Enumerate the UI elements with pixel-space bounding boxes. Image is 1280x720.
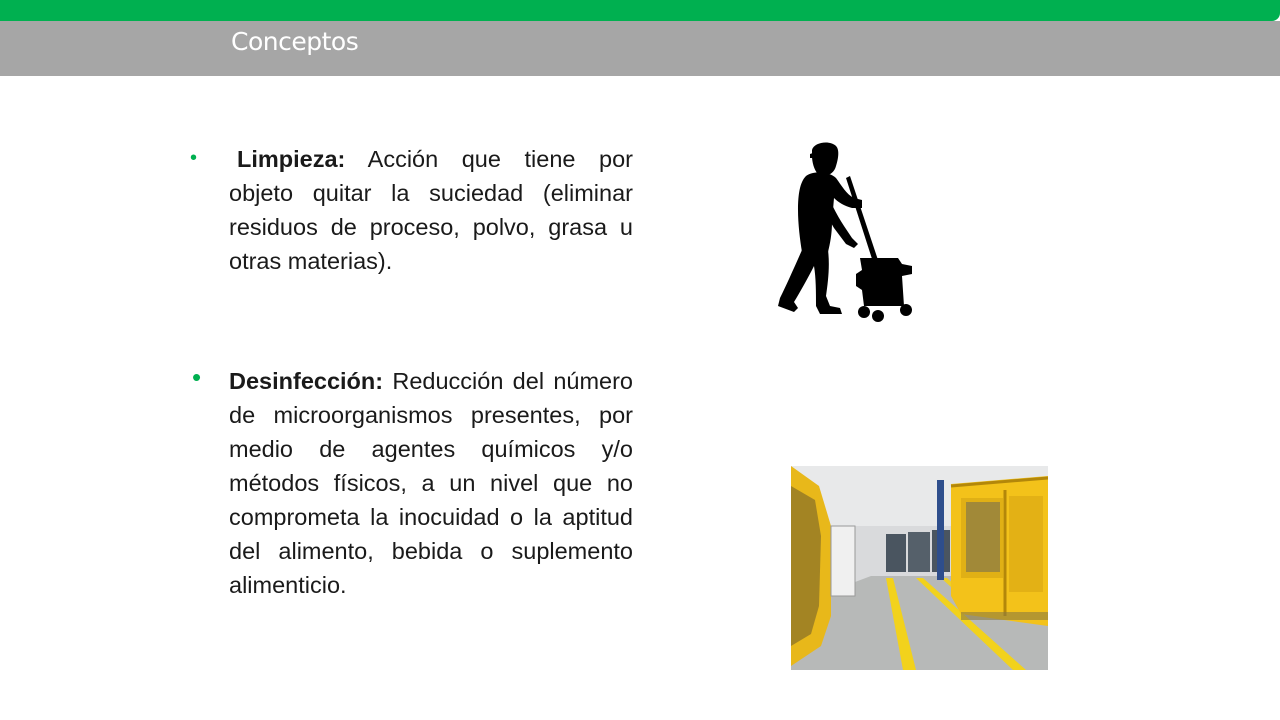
header-accent-bar xyxy=(0,0,1280,21)
janitor-cleaning-icon xyxy=(772,140,917,325)
term-desinfeccion: Desinfección: xyxy=(229,368,384,394)
definition-text: Acción que tiene por objeto quitar la suciedad (eliminar residuos de proceso, polvo, grasa u otras materias). xyxy=(229,146,633,274)
slide-title: Conceptos xyxy=(231,27,359,56)
definition-text: Reducción del número de microorganismos presentes, por medio de agentes químicos y/o métodos físicos, a un nivel que no comprometa la inocuidad o la aptitud del alimento, bebida o suplemento alimenticio. xyxy=(229,368,633,598)
bullet-icon: • xyxy=(190,147,198,169)
header-band xyxy=(0,21,1280,76)
definition-desinfeccion xyxy=(229,364,633,602)
definition-limpieza xyxy=(229,142,633,278)
factory-photo xyxy=(791,466,1048,670)
term-limpieza: Limpieza: xyxy=(237,146,346,172)
bullet-icon: • xyxy=(192,362,202,392)
